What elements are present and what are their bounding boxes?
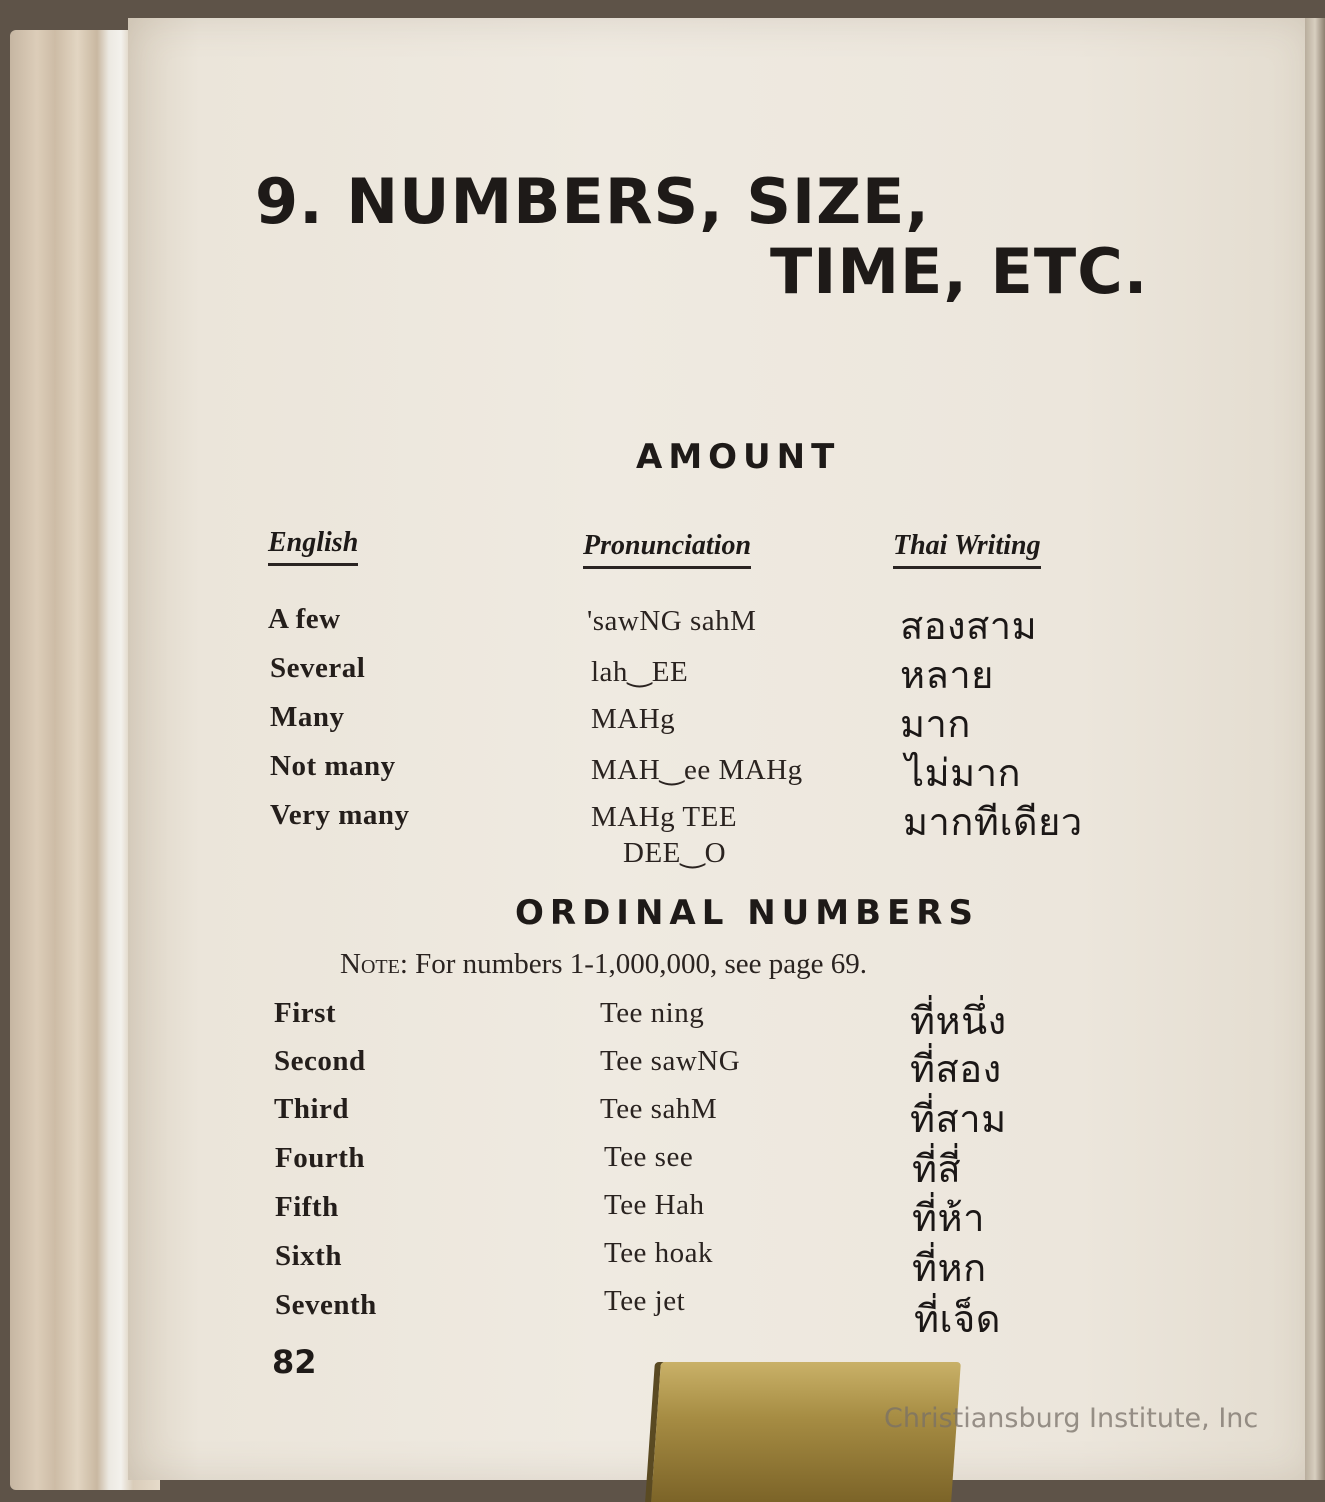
english-term: Fifth <box>275 1191 339 1223</box>
page-edge <box>1305 18 1325 1480</box>
column-header-pronunciation: Pronunciation <box>583 530 751 569</box>
pronunciation: Tee sahM <box>600 1093 718 1125</box>
thai-writing: ที่สาม <box>910 1097 1007 1141</box>
ordinal-numbers-heading: ORDINAL NUMBERS <box>515 893 979 933</box>
english-term: Not many <box>270 750 396 782</box>
note-text: For numbers 1-1,000,000, see page 69. <box>407 948 867 980</box>
english-term: First <box>274 997 337 1029</box>
thai-writing: ที่สอง <box>910 1047 1002 1091</box>
english-term: Very many <box>270 799 410 831</box>
thai-writing: มาก <box>900 702 971 746</box>
english-term: Many <box>270 701 345 733</box>
note-label: Note: <box>340 948 408 980</box>
page-number: 82 <box>272 1343 317 1381</box>
pronunciation: Tee Hah <box>604 1189 705 1221</box>
watermark: Christiansburg Institute, Inc <box>884 1403 1259 1434</box>
english-term: Seventh <box>275 1289 377 1321</box>
english-term: Sixth <box>275 1240 342 1272</box>
chapter-title-line1: 9. NUMBERS, SIZE, <box>255 165 930 238</box>
thai-writing: มากทีเดียว <box>903 800 1083 844</box>
thai-writing: สองสาม <box>900 604 1038 648</box>
english-term: Several <box>270 652 366 684</box>
thai-writing: ที่เจ็ด <box>914 1297 1001 1341</box>
pronunciation: MAHg <box>591 703 676 735</box>
pronunciation: 'sawNG sahM <box>587 605 757 637</box>
pronunciation-continued: DEE‿O <box>623 837 727 869</box>
column-header-thai: Thai Writing <box>893 530 1041 569</box>
thai-writing: หลาย <box>900 653 994 697</box>
column-header-english: English <box>268 527 358 566</box>
thai-writing: ที่ห้า <box>912 1196 985 1240</box>
pronunciation: MAHg TEE <box>591 801 738 833</box>
pronunciation: MAH‿ee MAHg <box>591 754 803 786</box>
pronunciation: Tee ning <box>600 997 705 1029</box>
thai-writing: ไม่มาก <box>905 751 1022 795</box>
note <box>340 948 867 981</box>
english-term: Third <box>274 1093 350 1125</box>
pronunciation: Tee hoak <box>604 1237 714 1269</box>
amount-heading: AMOUNT <box>636 437 841 477</box>
pronunciation: Tee see <box>604 1141 694 1173</box>
thai-writing: ที่หก <box>912 1246 987 1290</box>
pronunciation: Tee jet <box>604 1285 686 1317</box>
english-term: Second <box>274 1045 366 1077</box>
pronunciation: lah‿EE <box>591 656 689 688</box>
chapter-title-line2: TIME, ETC. <box>770 235 1149 308</box>
thai-writing: ที่หนึ่ง <box>910 999 1007 1043</box>
thai-writing: ที่สี่ <box>912 1147 962 1191</box>
pronunciation: Tee sawNG <box>600 1045 741 1077</box>
english-term: A few <box>268 603 341 635</box>
english-term: Fourth <box>275 1142 365 1174</box>
